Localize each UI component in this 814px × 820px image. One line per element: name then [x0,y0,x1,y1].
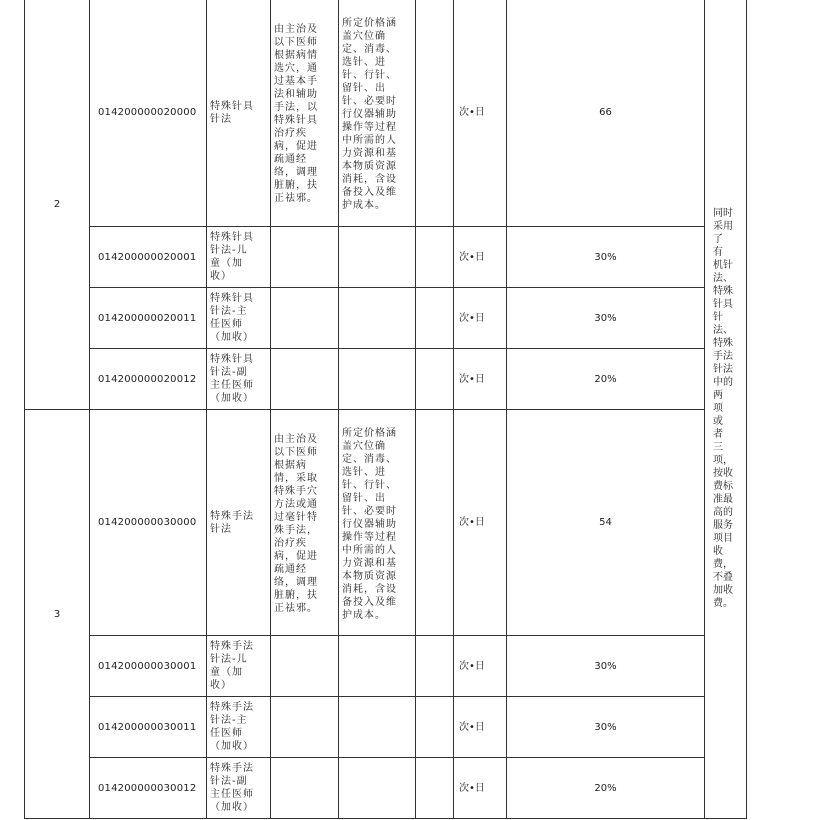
unit-cell: 次•日 [454,349,507,410]
unit-cell: 次•日 [454,758,507,819]
price-cell: 20% [507,758,705,819]
exclusion-cell [416,410,454,636]
code-cell: 014200000020011 [90,288,207,349]
item-name-cell: 特殊针具 针法-儿 童（加 收） [207,227,271,288]
item-name-cell: 特殊针具 针法 [207,0,271,227]
price-cell: 30% [507,227,705,288]
code-cell: 014200000030012 [90,758,207,819]
code-cell: 014200000030001 [90,636,207,697]
price-cell: 30% [507,288,705,349]
code-cell: 014200000030011 [90,697,207,758]
content-cell [271,636,339,697]
content-cell: 由主治及 以下医师 根据病情 选穴，通 过基本手 法和辅助 手法，以 特殊针具 治疗疾 病，促进 疏通经 络，调理 脏腑，扶 正祛邪。 [271,0,339,227]
unit-cell: 次•日 [454,288,507,349]
content-cell: 由主治及 以下医师 根据病 情，采取 特殊手穴 方法或通 过毫针特 殊手法， 治疗疾 病，促进 疏通经 络，调理 脏腑，扶 正祛邪。 [271,410,339,636]
price-description-cell [339,227,416,288]
seq-cell: 2 [25,0,90,410]
item-name-cell: 特殊针具 针法-副 主任医师 （加收） [207,349,271,410]
unit-cell: 次•日 [454,636,507,697]
code-cell: 014200000020000 [90,0,207,227]
item-name-cell: 特殊手法 针法-副 主任医师 （加收） [207,758,271,819]
exclusion-cell [416,288,454,349]
price-cell: 20% [507,349,705,410]
exclusion-cell [416,0,454,227]
item-name-cell: 特殊手法 针法 [207,410,271,636]
unit-cell: 次•日 [454,410,507,636]
table-row [25,410,747,636]
price-cell: 30% [507,697,705,758]
seq-cell: 3 [25,410,90,819]
table-row [25,349,747,410]
table-row [25,288,747,349]
table-row [25,636,747,697]
price-description-cell: 所定价格涵 盖穴位确 定、消毒、 选针、进 针、行针、 留针、出 针、必要时 行仪器辅助 操作等过程 中所需的人 力资源和基 本物质资源 消耗，含设 备投入及维 护成本。 [339,0,416,227]
item-name-cell: 特殊手法 针法-主 任医师 （加收） [207,697,271,758]
price-description-cell [339,758,416,819]
table-row [25,0,747,227]
price-description-cell [339,636,416,697]
exclusion-cell [416,758,454,819]
price-cell: 30% [507,636,705,697]
fee-schedule-table [24,0,747,819]
exclusion-cell [416,697,454,758]
price-cell: 54 [507,410,705,636]
content-cell [271,288,339,349]
code-cell: 014200000020001 [90,227,207,288]
price-description-cell [339,288,416,349]
note-cell: 同时 采用 了 有 机针 法、 特殊 针具 针 法、 特殊 手法 针法 中的 两 项 或 者 三 项， 按收 费标 准最 高的 服务 项目 收 费， 不叠 加收 费。 [705,0,747,819]
content-cell [271,349,339,410]
content-cell [271,697,339,758]
unit-cell: 次•日 [454,227,507,288]
exclusion-cell [416,227,454,288]
unit-cell: 次•日 [454,697,507,758]
price-description-cell [339,349,416,410]
content-cell [271,227,339,288]
item-name-cell: 特殊针具 针法-主 任医师 （加收） [207,288,271,349]
content-cell [271,758,339,819]
exclusion-cell [416,349,454,410]
table-row [25,227,747,288]
table-row [25,758,747,819]
table-row [25,697,747,758]
price-description-cell [339,697,416,758]
item-name-cell: 特殊手法 针法-儿 童（加 收） [207,636,271,697]
unit-cell: 次•日 [454,0,507,227]
code-cell: 014200000030000 [90,410,207,636]
price-description-cell: 所定价格涵 盖穴位确 定、消毒、 选针、进 针、行针、 留针、出 针、必要时 行仪器辅助 操作等过程 中所需的人 力资源和基 本物质资源 消耗，含设 备投入及维 护成本。 [339,410,416,636]
price-cell: 66 [507,0,705,227]
exclusion-cell [416,636,454,697]
code-cell: 014200000020012 [90,349,207,410]
